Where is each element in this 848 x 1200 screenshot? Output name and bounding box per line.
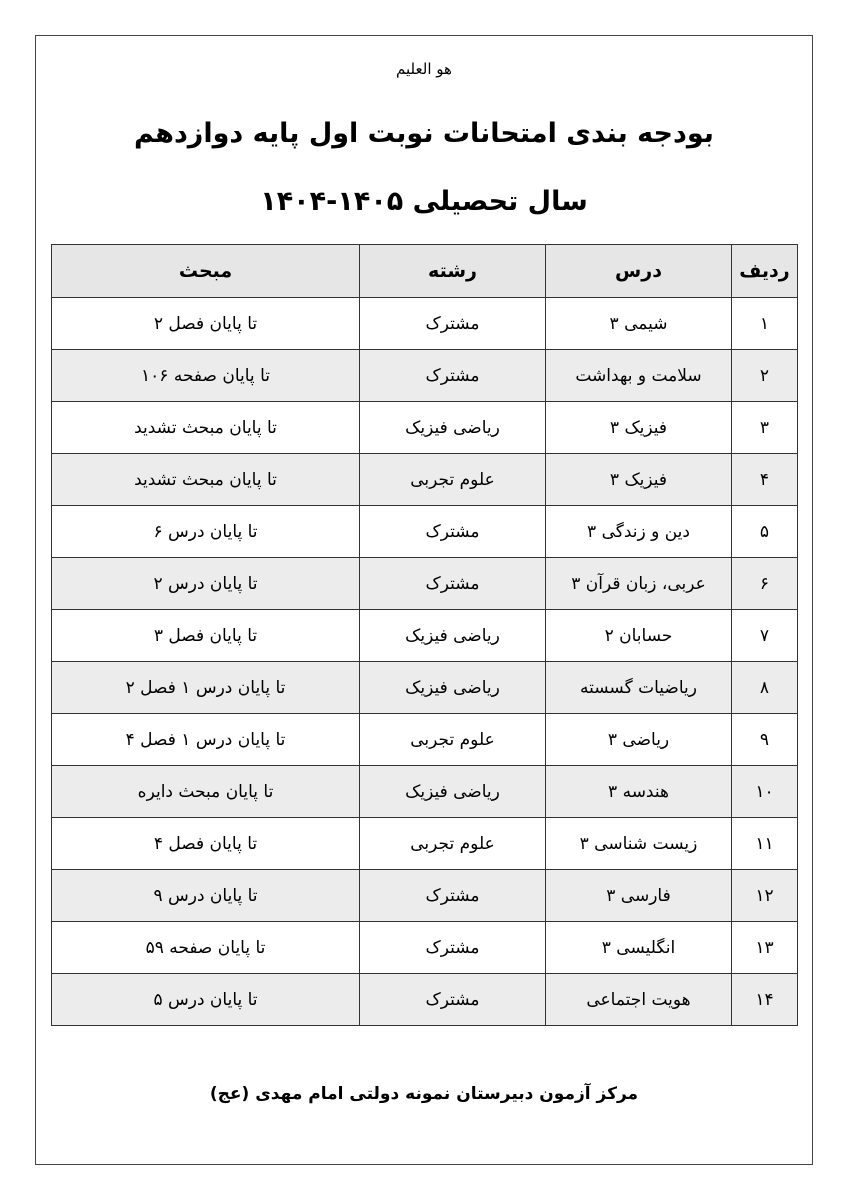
field-cell: مشترک (360, 350, 546, 402)
topic-cell: تا پایان صفحه ۵۹ (52, 922, 360, 974)
lesson-cell: شیمی ۳ (546, 298, 732, 350)
row-number: ۵ (732, 506, 798, 558)
row-number: ۱۳ (732, 922, 798, 974)
field-cell: مشترک (360, 506, 546, 558)
row-number: ۱۲ (732, 870, 798, 922)
lesson-cell: هویت اجتماعی (546, 974, 732, 1026)
lesson-cell: فارسی ۳ (546, 870, 732, 922)
table-row (52, 922, 798, 974)
field-cell: علوم تجربی (360, 454, 546, 506)
table-row (52, 610, 798, 662)
topic-cell: تا پایان درس ۶ (52, 506, 360, 558)
row-number: ۱ (732, 298, 798, 350)
column-header-field: رشته (360, 245, 546, 298)
table-row (52, 974, 798, 1026)
table-row (52, 350, 798, 402)
lesson-cell: حسابان ۲ (546, 610, 732, 662)
table-row (52, 766, 798, 818)
exam-budget-table (51, 244, 798, 1026)
row-number: ۹ (732, 714, 798, 766)
lesson-cell: فیزیک ۳ (546, 402, 732, 454)
lesson-cell: انگلیسی ۳ (546, 922, 732, 974)
field-cell: ریاضی فیزیک (360, 610, 546, 662)
table-row (52, 662, 798, 714)
table-header-row (52, 245, 798, 298)
table-row (52, 298, 798, 350)
topic-cell: تا پایان مبحث دایره (52, 766, 360, 818)
lesson-cell: سلامت و بهداشت (546, 350, 732, 402)
row-number: ۱۱ (732, 818, 798, 870)
row-number: ۱۴ (732, 974, 798, 1026)
topic-cell: تا پایان درس ۱ فصل ۴ (52, 714, 360, 766)
lesson-cell: دین و زندگی ۳ (546, 506, 732, 558)
topic-cell: تا پایان درس ۲ (52, 558, 360, 610)
row-number: ۴ (732, 454, 798, 506)
row-number: ۶ (732, 558, 798, 610)
field-cell: مشترک (360, 870, 546, 922)
lesson-cell: ریاضی ۳ (546, 714, 732, 766)
lesson-cell: زیست شناسی ۳ (546, 818, 732, 870)
topic-cell: تا پایان درس ۹ (52, 870, 360, 922)
row-number: ۲ (732, 350, 798, 402)
topic-cell: تا پایان فصل ۳ (52, 610, 360, 662)
table-row (52, 870, 798, 922)
topic-cell: تا پایان درس ۱ فصل ۲ (52, 662, 360, 714)
field-cell: ریاضی فیزیک (360, 402, 546, 454)
table-row (52, 558, 798, 610)
field-cell: مشترک (360, 974, 546, 1026)
column-header-topic: مبحث (52, 245, 360, 298)
field-cell: ریاضی فیزیک (360, 766, 546, 818)
topic-cell: تا پایان فصل ۲ (52, 298, 360, 350)
field-cell: مشترک (360, 298, 546, 350)
row-number: ۳ (732, 402, 798, 454)
lesson-cell: هندسه ۳ (546, 766, 732, 818)
topic-cell: تا پایان صفحه ۱۰۶ (52, 350, 360, 402)
row-number: ۱۰ (732, 766, 798, 818)
table-row (52, 818, 798, 870)
topic-cell: تا پایان مبحث تشدید (52, 454, 360, 506)
table-row (52, 506, 798, 558)
document-subtitle: سال تحصیلی ۱۴۰۵-۱۴۰۴ (260, 186, 588, 217)
invocation-text: هو العلیم (396, 60, 452, 78)
field-cell: مشترک (360, 558, 546, 610)
topic-cell: تا پایان مبحث تشدید (52, 402, 360, 454)
column-header-lesson: درس (546, 245, 732, 298)
field-cell: ریاضی فیزیک (360, 662, 546, 714)
document-title: بودجه بندی امتحانات نوبت اول پایه دوازدهم (134, 118, 714, 149)
field-cell: مشترک (360, 922, 546, 974)
row-number: ۸ (732, 662, 798, 714)
lesson-cell: فیزیک ۳ (546, 454, 732, 506)
lesson-cell: عربی، زبان قرآن ۳ (546, 558, 732, 610)
row-number: ۷ (732, 610, 798, 662)
field-cell: علوم تجربی (360, 818, 546, 870)
table-row (52, 454, 798, 506)
table-row (52, 402, 798, 454)
field-cell: علوم تجربی (360, 714, 546, 766)
table-row (52, 714, 798, 766)
topic-cell: تا پایان فصل ۴ (52, 818, 360, 870)
footer-organization: مرکز آزمون دبیرستان نمونه دولتی امام مهدی (عج) (209, 1084, 639, 1104)
column-header-row-number: ردیف (732, 245, 798, 298)
topic-cell: تا پایان درس ۵ (52, 974, 360, 1026)
lesson-cell: ریاضیات گسسته (546, 662, 732, 714)
